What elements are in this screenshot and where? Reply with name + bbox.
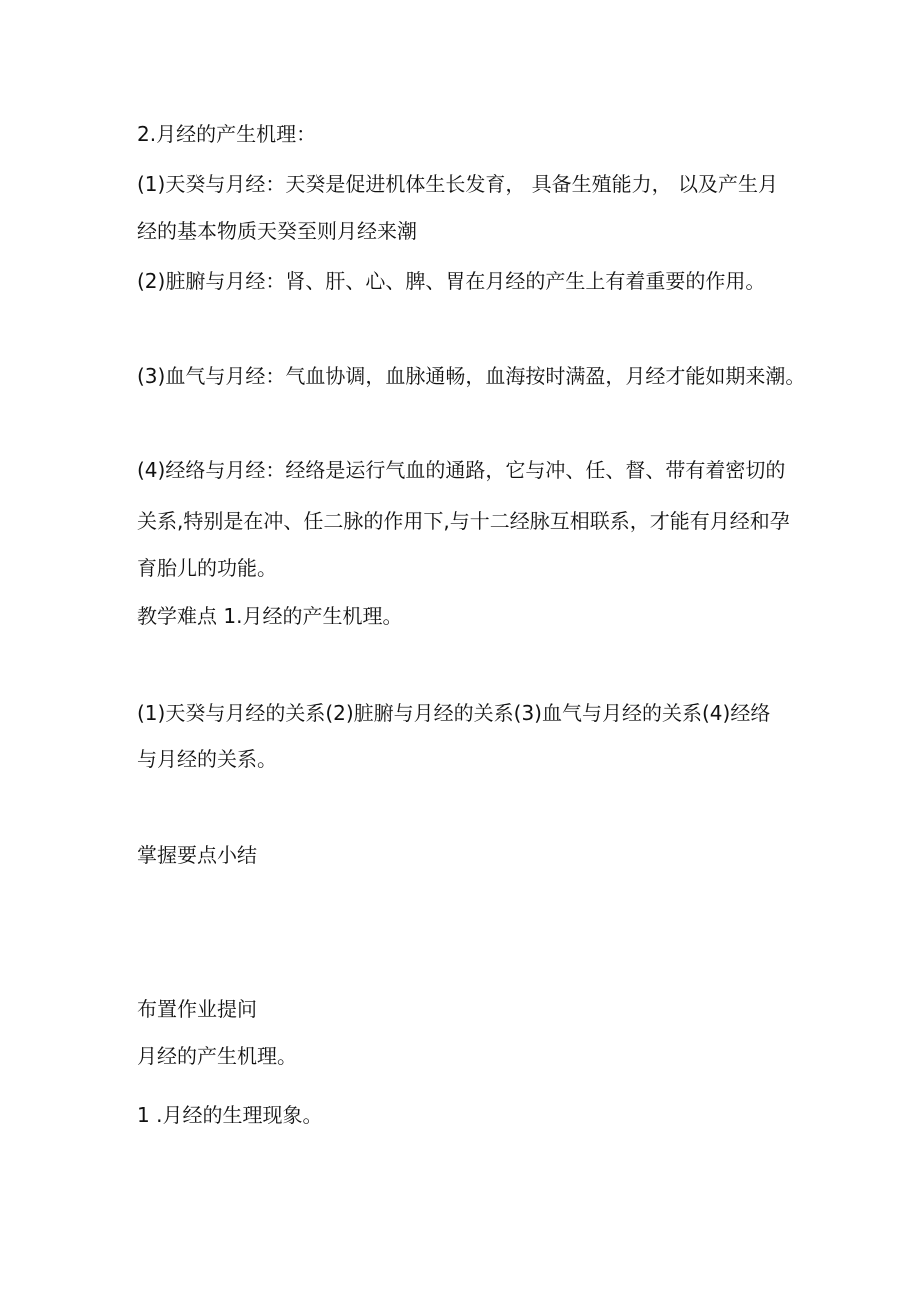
homework-heading: 布置作业提问 xyxy=(137,997,257,1021)
summary-heading: 掌握要点小结 xyxy=(137,843,257,867)
paragraph-tiangui-line-2: 经的基本物质天癸至则月经来潮 xyxy=(137,219,417,243)
paragraph-jingluo-line-3: 育胎儿的功能。 xyxy=(137,556,277,580)
paragraph-qixue: (3)血气与月经：气血协调，血脉通畅，血海按时满盈，月经才能如期来潮。 xyxy=(137,364,806,388)
section-heading-menstruation-mechanism: 2.月经的产生机理： xyxy=(137,122,317,146)
teaching-difficulty-heading: 教学难点 1.月经的产生机理。 xyxy=(137,604,403,628)
paragraph-tiangui-line-1: (1)天癸与月经：天癸是促进机体生长发育， 具备生殖能力， 以及产生月 xyxy=(137,172,779,196)
paragraph-jingluo-line-1: (4)经络与月经：经络是运行气血的通路，它与冲、任、督、带有着密切的 xyxy=(137,458,786,482)
relations-list-line-1: (1)天癸与月经的关系(2)脏腑与月经的关系(3)血气与月经的关系(4)经络 xyxy=(137,701,771,725)
relations-list-line-2: 与月经的关系。 xyxy=(137,747,277,771)
homework-item-mechanism: 月经的产生机理。 xyxy=(137,1044,297,1068)
homework-item-physiology: 1 .月经的生理现象。 xyxy=(137,1103,323,1127)
paragraph-jingluo-line-2: 关系,特别是在冲、任二脉的作用下,与十二经脉互相联系，才能有月经和孕 xyxy=(137,509,790,533)
paragraph-zangfu: (2)脏腑与月经：肾、肝、心、脾、胃在月经的产生上有着重要的作用。 xyxy=(137,269,766,293)
